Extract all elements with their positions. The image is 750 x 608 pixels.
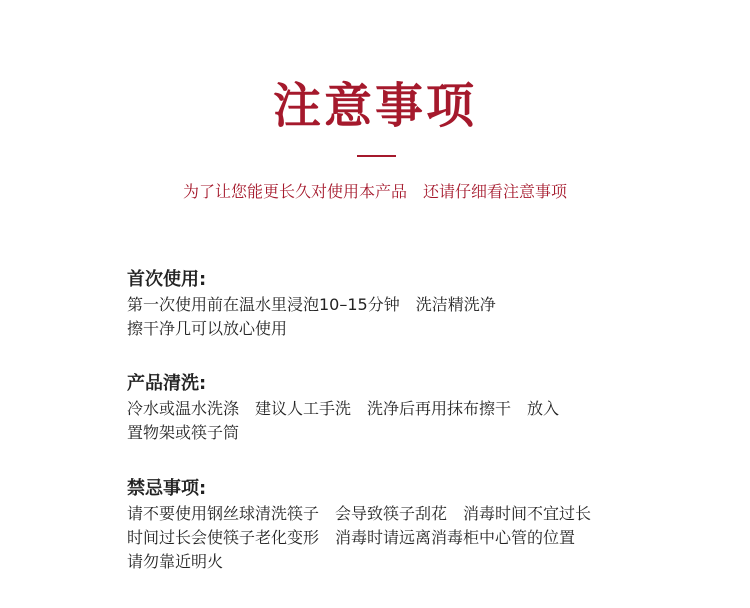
section-heading-washing: 产品清洗:: [127, 373, 207, 394]
section-body-first-use: [127, 293, 727, 341]
first-use-line-2: 擦干净几可以放心使用: [127, 319, 288, 338]
section-body-prohibited: [127, 502, 727, 574]
washing-line-1: 冷水或温水洗涤 建议人工手洗 洗净后再用抹布擦干 放入: [127, 399, 560, 418]
prohibited-line-2: 时间过长会使筷子老化变形 消毒时请远离消毒柜中心管的位置: [127, 528, 576, 547]
page-title: 注意事项: [272, 78, 477, 134]
prohibited-line-3: 请勿靠近明火: [127, 552, 224, 571]
page-subtitle: 为了让您能更长久对使用本产品 还请仔细看注意事项: [182, 182, 567, 201]
first-use-line-1: 第一次使用前在温水里浸泡10–15分钟 洗洁精洗净: [127, 295, 496, 314]
section-heading-prohibited: 禁忌事项:: [127, 478, 207, 499]
title-divider: [357, 155, 396, 157]
section-first-use: [127, 267, 727, 341]
section-washing: [127, 371, 727, 445]
section-prohibited: [127, 476, 727, 574]
prohibited-line-1: 请不要使用钢丝球清洗筷子 会导致筷子刮花 消毒时间不宜过长: [127, 504, 592, 523]
section-body-washing: [127, 397, 727, 445]
washing-line-2: 置物架或筷子筒: [127, 423, 240, 442]
section-heading-first-use: 首次使用:: [127, 269, 207, 290]
